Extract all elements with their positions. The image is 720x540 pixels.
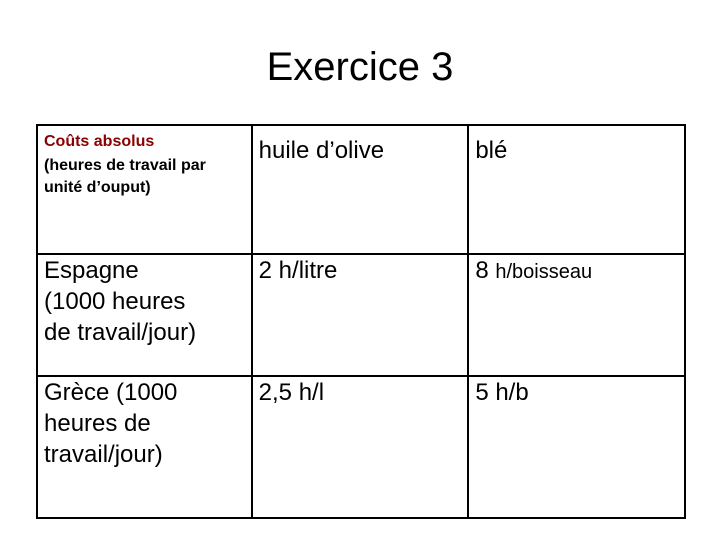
- cost-table: [36, 124, 686, 519]
- row-country-cell: Grèce (1000 heures de travail/jour): [37, 376, 252, 518]
- row-wheat-cell: [468, 254, 685, 376]
- column-header-wheat: blé: [468, 125, 685, 254]
- table-header-row: [37, 125, 685, 254]
- table-row: [37, 376, 685, 518]
- corner-title: Coûts absolus: [44, 133, 155, 150]
- corner-subtitle: (heures de travail par unité d’ouput): [44, 157, 206, 196]
- wheat-value: 5 h/b: [475, 379, 529, 406]
- row-oil-cell: 2 h/litre: [252, 254, 469, 376]
- row-country-cell: Espagne (1000 heures de travail/jour): [37, 254, 252, 376]
- slide-title: Exercice 3: [266, 45, 454, 89]
- wheat-unit: h/boisseau: [495, 261, 593, 283]
- table-row: [37, 254, 685, 376]
- row-wheat-cell: [468, 376, 685, 518]
- wheat-value: 8: [475, 257, 489, 284]
- corner-header-cell: [37, 125, 252, 254]
- row-oil-cell: 2,5 h/l: [252, 376, 469, 518]
- column-header-oil: huile d’olive: [252, 125, 469, 254]
